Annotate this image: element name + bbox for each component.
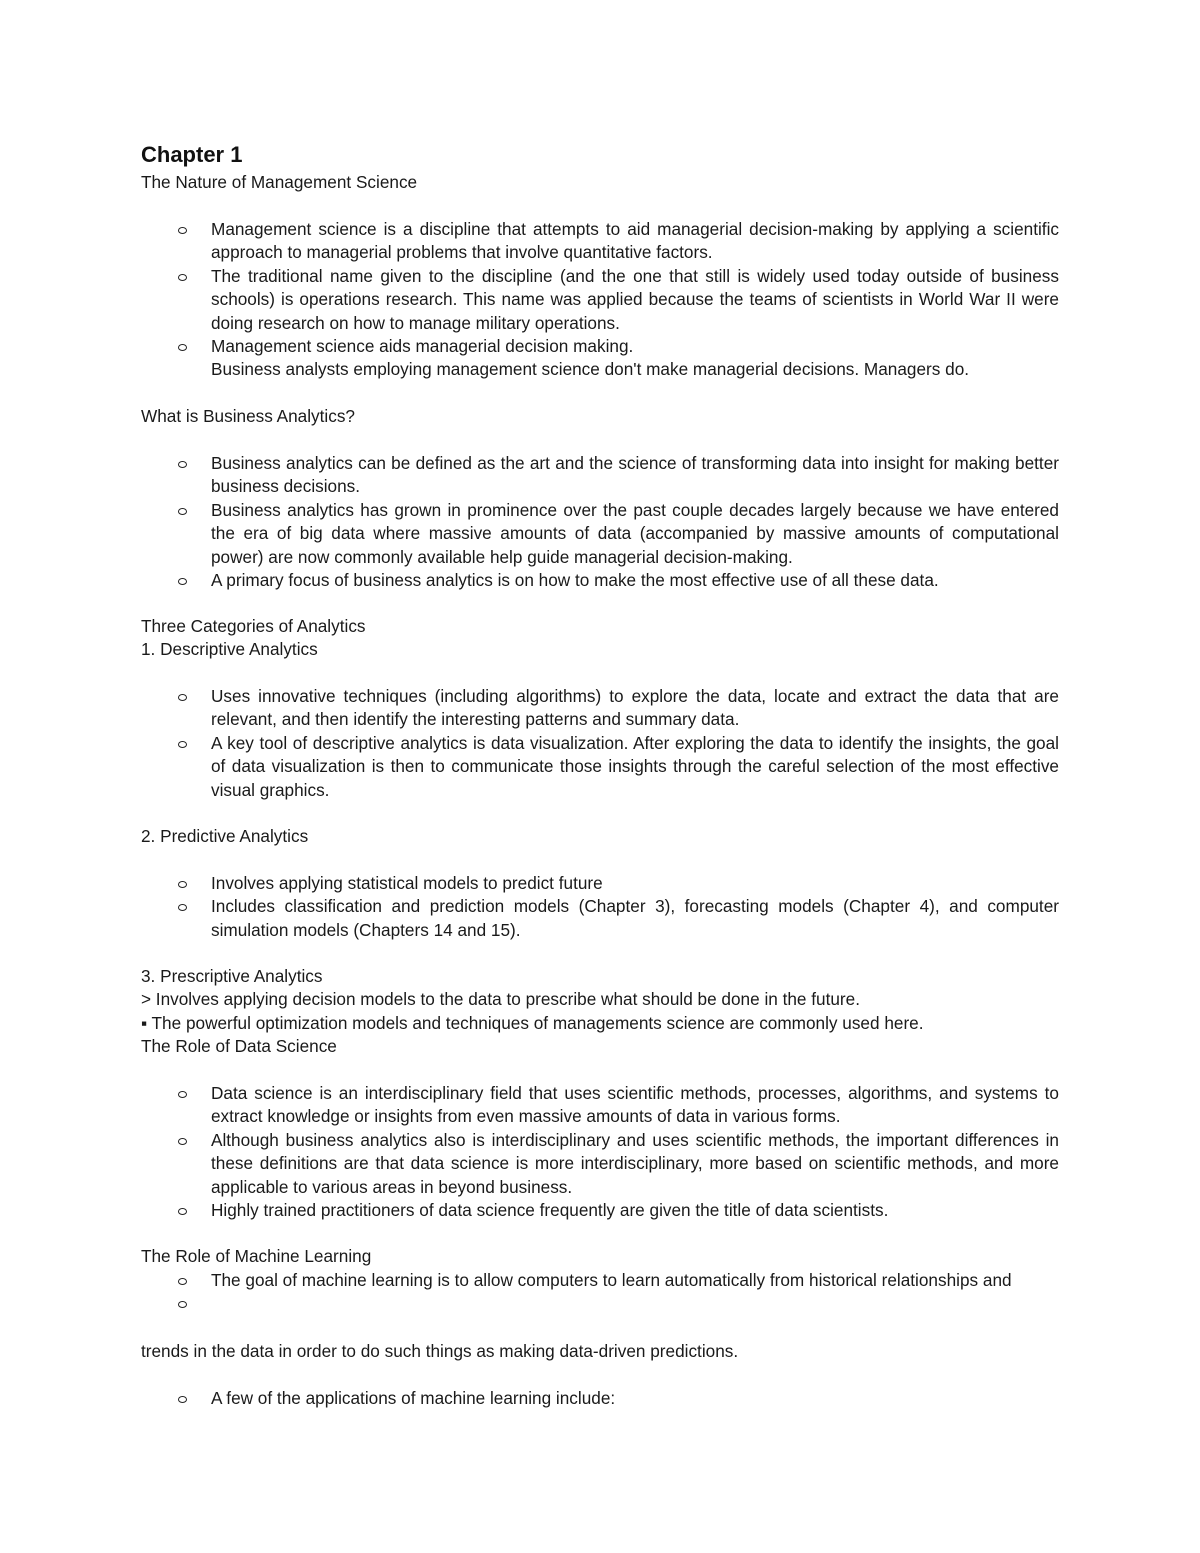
bullet-icon xyxy=(178,1301,187,1308)
data-science-list xyxy=(141,1082,1059,1222)
list-item: Uses innovative techniques (including algorithms) to explore the data, locate and extract the data that are relevant, and then identify the interesting patterns and summary data. xyxy=(141,685,1059,732)
machine-learning-list-2 xyxy=(141,1387,1059,1410)
list-item: A key tool of descriptive analytics is data visualization. After exploring the data to identify the insights, the goal of data visualization is then to communicate those insights through the careful selection of the most effective visual graphics. xyxy=(141,732,1059,802)
bullet-icon xyxy=(178,694,187,701)
prescriptive-line-2: ▪ The powerful optimization models and techniques of managements science are commonly used here. xyxy=(141,1013,924,1033)
bullet-icon xyxy=(178,1208,187,1215)
bullet-icon xyxy=(178,1278,187,1285)
section-heading-categories: Three Categories of Analytics xyxy=(141,616,366,636)
bullet-icon xyxy=(178,578,187,585)
descriptive-list xyxy=(141,685,1059,802)
list-item-continuation: Business analysts employing management science don't make managerial decisions. Managers do. xyxy=(211,359,970,380)
list-item: A few of the applications of machine learning include: xyxy=(141,1387,1059,1410)
machine-learning-continuation: trends in the data in order to do such things as making data-driven predictions. xyxy=(141,1341,739,1361)
list-item: Includes classification and prediction models (Chapter 3), forecasting models (Chapter 4), and computer simulation models (Chapters 14 and 15). xyxy=(141,895,1059,942)
list-item xyxy=(141,1292,1059,1315)
list-item: Involves applying statistical models to predict future xyxy=(141,872,1059,895)
list-item: Highly trained practitioners of data science frequently are given the title of data scientists. xyxy=(141,1199,1059,1222)
bullet-icon xyxy=(178,1138,187,1145)
business-analytics-list xyxy=(141,452,1059,592)
section-heading-nature: The Nature of Management Science xyxy=(141,172,418,192)
nature-list xyxy=(141,218,1059,382)
list-item: Although business analytics also is interdisciplinary and uses scientific methods, the important differences in these definitions are that data science is more interdisciplinary, more based on scientific methods, and more applicable to various areas in beyond business. xyxy=(141,1129,1059,1199)
bullet-icon xyxy=(178,881,187,888)
bullet-icon xyxy=(178,274,187,281)
list-item: Business analytics has grown in prominence over the past couple decades largely because we have entered the era of big data where massive amounts of data (accompanied by massive amounts of computational power) are now commonly available help guide managerial decision-making. xyxy=(141,499,1059,569)
bullet-icon xyxy=(178,344,187,351)
subheading-prescriptive: 3. Prescriptive Analytics xyxy=(141,966,323,986)
subheading-predictive: 2. Predictive Analytics xyxy=(141,826,309,846)
section-heading-data-science: The Role of Data Science xyxy=(141,1036,337,1056)
list-item: Management science is a discipline that attempts to aid managerial decision-making by applying a scientific approach to managerial problems that involve quantitative factors. xyxy=(141,218,1059,265)
subheading-descriptive: 1. Descriptive Analytics xyxy=(141,639,318,659)
bullet-icon xyxy=(178,227,187,234)
list-item: Business analytics can be defined as the art and the science of transforming data into insight for making better business decisions. xyxy=(141,452,1059,499)
machine-learning-list xyxy=(141,1269,1059,1316)
list-item: A primary focus of business analytics is on how to make the most effective use of all these data. xyxy=(141,569,1059,592)
list-item: The traditional name given to the discipline (and the one that still is widely used today outside of business schools) is operations research. This name was applied because the teams of scientists in World War II were doing research on how to manage military operations. xyxy=(141,265,1059,335)
bullet-icon xyxy=(178,904,187,911)
section-heading-machine-learning: The Role of Machine Learning xyxy=(141,1246,372,1266)
chapter-title: Chapter 1 xyxy=(141,142,243,167)
section-heading-business-analytics: What is Business Analytics? xyxy=(141,406,355,426)
bullet-icon xyxy=(178,508,187,515)
list-item: The goal of machine learning is to allow computers to learn automatically from historical relationships and xyxy=(141,1269,1059,1292)
list-item: Management science aids managerial decision making. Business analysts employing management science don't make managerial decisions. Managers do. xyxy=(141,335,1059,382)
list-item: Data science is an interdisciplinary field that uses scientific methods, processes, algorithms, and systems to extract knowledge or insights from even massive amounts of data in various forms. xyxy=(141,1082,1059,1129)
bullet-icon xyxy=(178,1091,187,1098)
bullet-icon xyxy=(178,461,187,468)
bullet-icon xyxy=(178,741,187,748)
prescriptive-line-1: > Involves applying decision models to the data to prescribe what should be done in the future. xyxy=(141,989,860,1009)
predictive-list xyxy=(141,872,1059,942)
bullet-icon xyxy=(178,1396,187,1403)
